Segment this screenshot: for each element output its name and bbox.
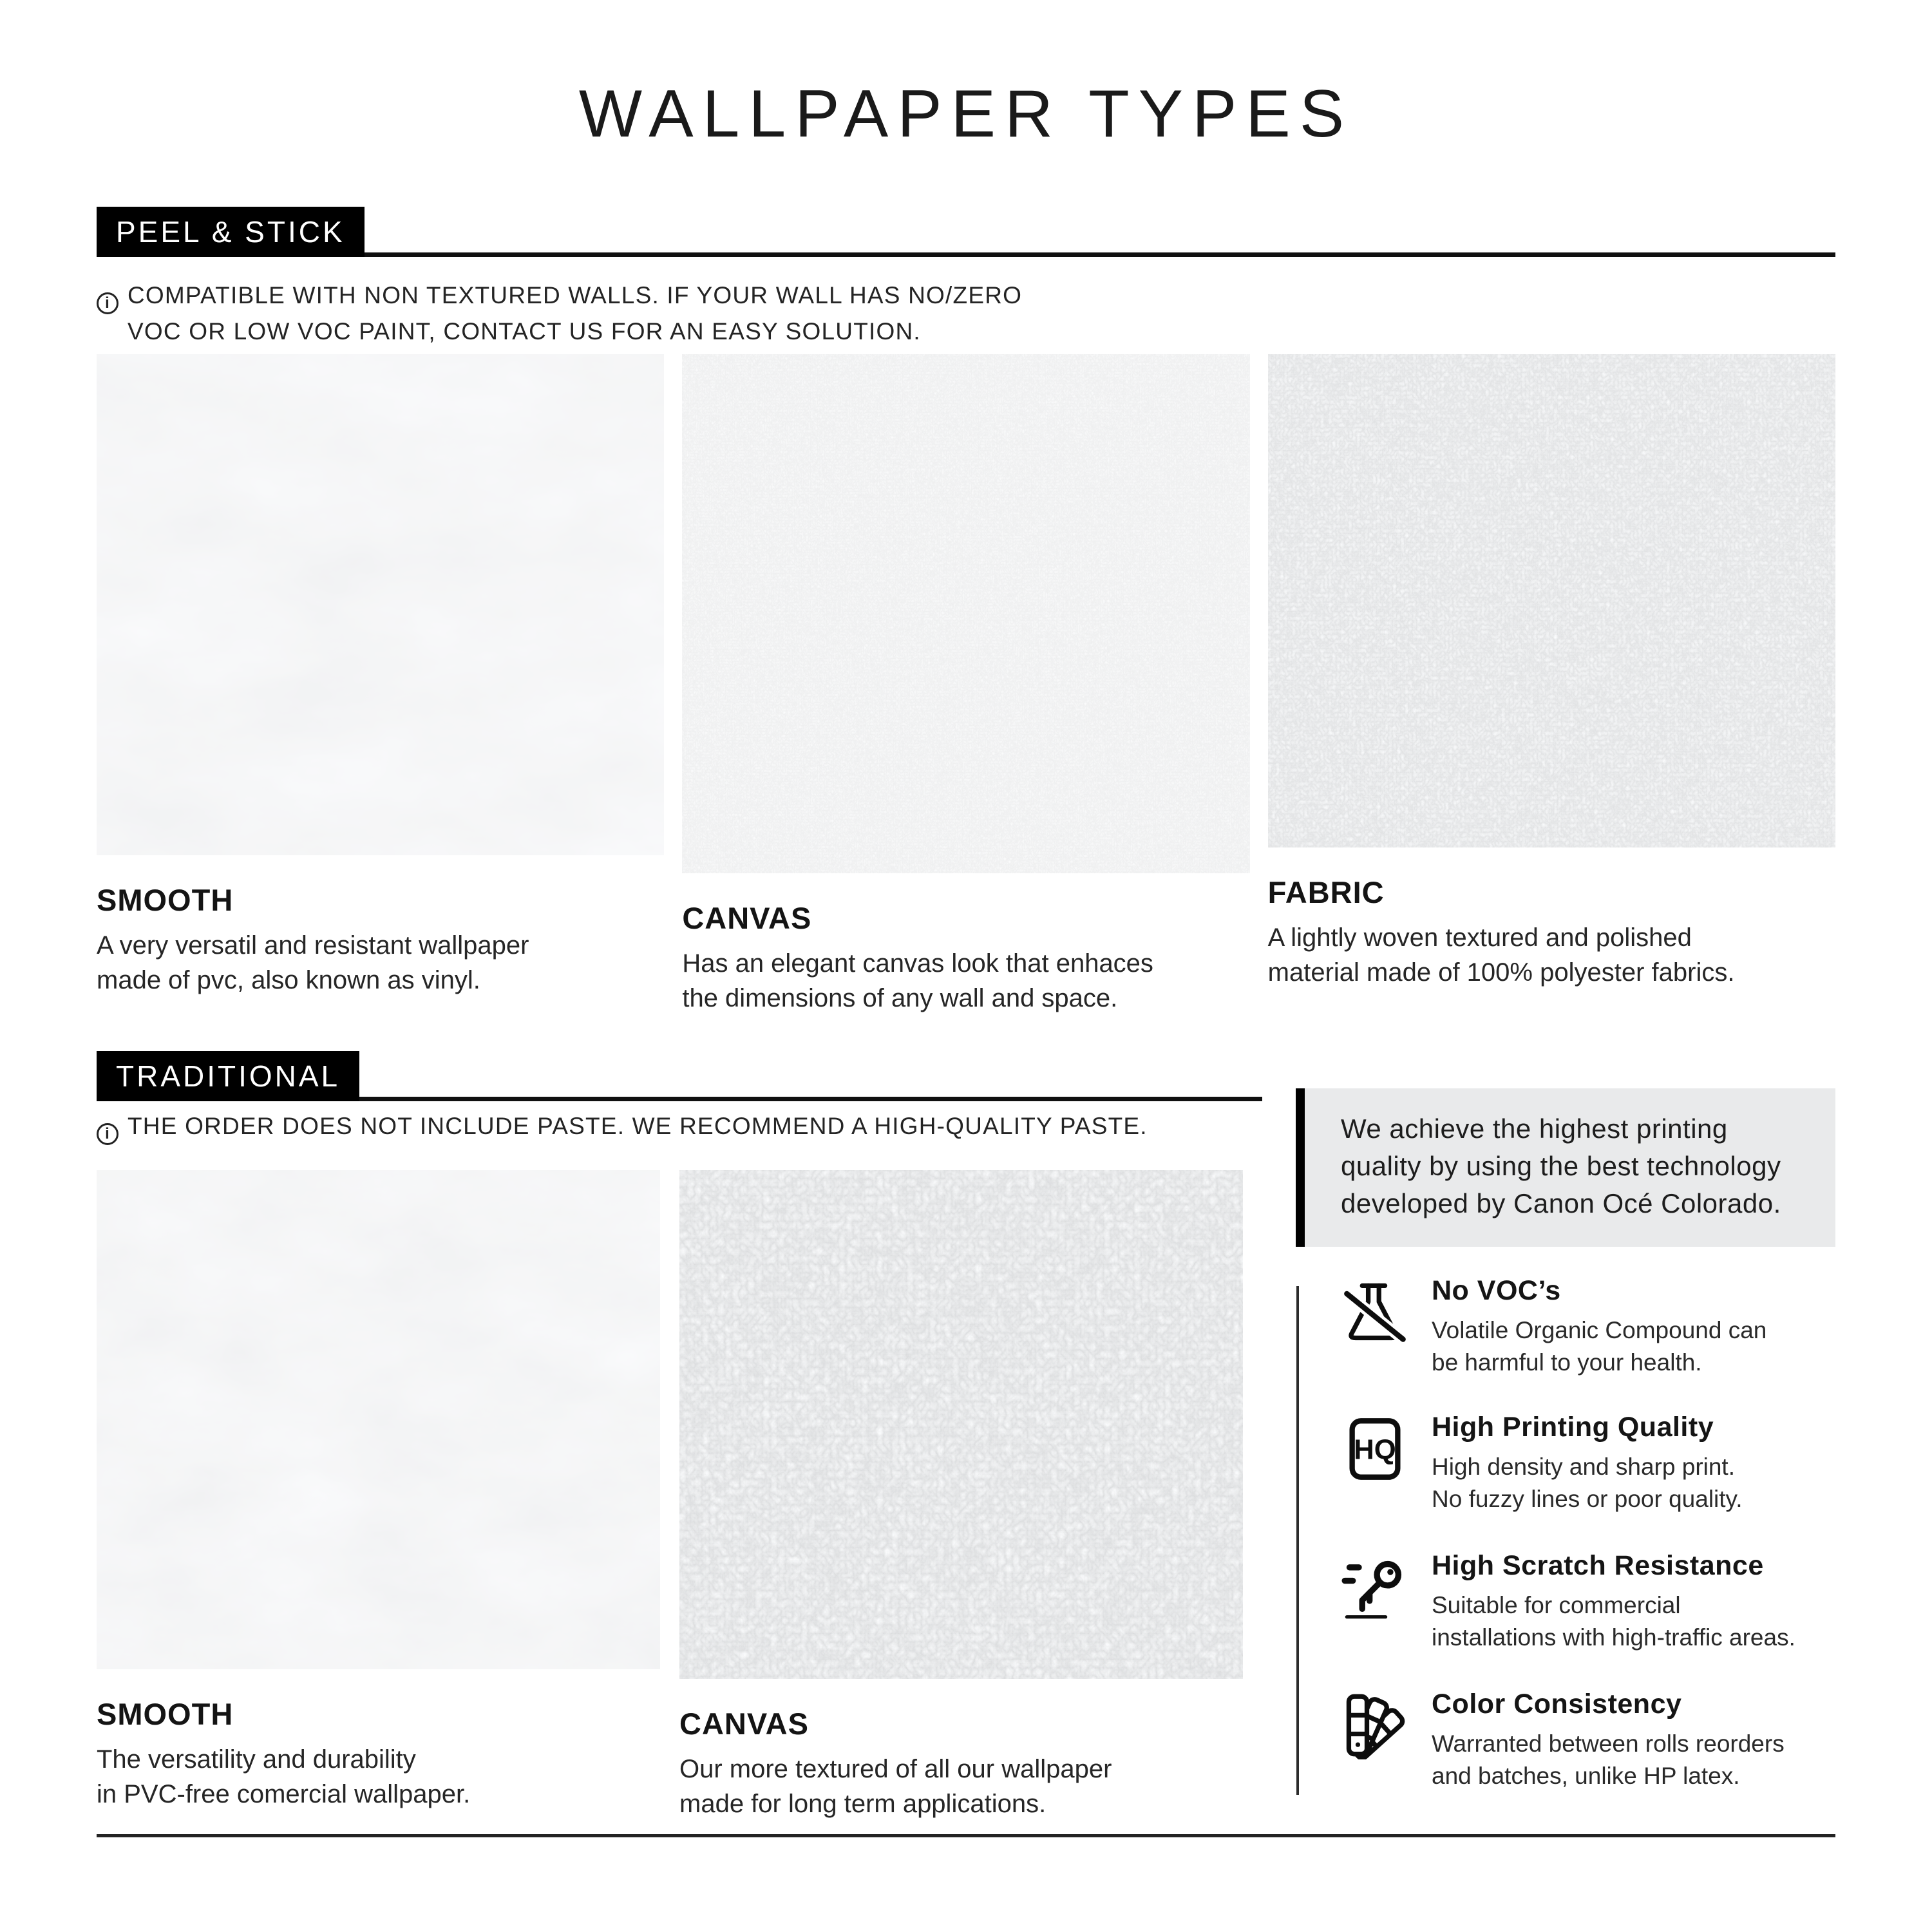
feature-high-scratch-resistance	[1341, 1550, 1857, 1654]
desc-line: be harmful to your health.	[1432, 1349, 1702, 1376]
quote-line: quality by using the best technology	[1341, 1151, 1781, 1181]
printing-quality-quote-box	[1296, 1088, 1835, 1247]
no-voc-flask-icon	[1341, 1279, 1408, 1346]
swatch-description	[97, 1742, 660, 1812]
desc-line: Warranted between rolls reorders	[1432, 1730, 1785, 1757]
swatch-label: CANVAS	[682, 901, 812, 935]
traditional-header-rule	[359, 1097, 1262, 1101]
hq-glyph: HQ	[1354, 1434, 1396, 1466]
rough-canvas-texture-image	[679, 1170, 1243, 1679]
swatch-card-ps-smooth	[97, 354, 664, 1016]
desc-line: Has an elegant canvas look that enhaces	[682, 949, 1153, 978]
ps-fabric-texture-swatch	[1268, 354, 1835, 848]
feature-text	[1432, 1275, 1766, 1379]
key-icon	[1341, 1554, 1408, 1621]
peel-stick-header-rule	[365, 252, 1835, 257]
swatch-card-ps-canvas	[682, 354, 1249, 1016]
swatch-description	[97, 928, 664, 998]
peel-stick-section-header	[97, 207, 1835, 257]
feature-description	[1432, 1451, 1743, 1515]
peel-stick-badge: PEEL & STICK	[97, 207, 365, 257]
page-title: WALLPAPER TYPES	[578, 77, 1354, 151]
swatch-card-ps-fabric	[1268, 354, 1835, 1016]
swatch-card-trad-canvas	[679, 1170, 1243, 1821]
feature-text	[1432, 1550, 1795, 1654]
ps-smooth-texture-swatch	[97, 354, 664, 855]
desc-line: made for long term applications.	[679, 1790, 1046, 1818]
traditional-swatches-row	[97, 1170, 1243, 1821]
feature-text	[1432, 1412, 1743, 1515]
info-icon	[97, 292, 118, 314]
feature-title: High Scratch Resistance	[1432, 1550, 1764, 1581]
swatch-description	[682, 946, 1249, 1016]
swatch-description	[1268, 920, 1835, 990]
feature-high-printing-quality	[1341, 1412, 1857, 1515]
info-icon	[97, 1123, 118, 1145]
swatch-description	[679, 1752, 1243, 1821]
trad-smooth-texture-swatch	[97, 1170, 660, 1669]
info-icon-glyph: i	[105, 294, 110, 312]
smooth-texture-image	[97, 354, 664, 855]
feature-description	[1432, 1589, 1795, 1654]
note-text-1: THE ORDER DOES NOT INCLUDE PASTE. WE RECOMMEND A HIGH-QUALITY PASTE.	[128, 1113, 1148, 1139]
swatch-label: SMOOTH	[97, 883, 234, 917]
desc-line: material made of 100% polyester fabrics.	[1267, 958, 1735, 987]
feature-color-consistency	[1341, 1689, 1857, 1792]
desc-line: No fuzzy lines or poor quality.	[1432, 1486, 1743, 1512]
swatch-card-trad-smooth	[97, 1170, 660, 1821]
smooth-texture-image	[97, 1170, 660, 1669]
traditional-section-header	[97, 1051, 1262, 1101]
note-line-1	[97, 278, 1022, 314]
desc-line: installations with high-traffic areas.	[1432, 1624, 1795, 1651]
feature-description	[1432, 1314, 1766, 1379]
traditional-badge: TRADITIONAL	[97, 1051, 359, 1101]
swatch-label: CANVAS	[679, 1707, 809, 1741]
ps-canvas-texture-swatch	[682, 354, 1249, 873]
desc-line: A very versatil and resistant wallpaper	[97, 931, 529, 960]
feature-title: High Printing Quality	[1432, 1412, 1714, 1443]
hq-badge-icon	[1341, 1416, 1408, 1482]
desc-line: Suitable for commercial	[1432, 1592, 1681, 1618]
sidebar-divider-line	[1296, 1286, 1299, 1795]
desc-line: The versatility and durability	[97, 1745, 416, 1774]
desc-line: and batches, unlike HP latex.	[1432, 1763, 1740, 1789]
swatch-label: SMOOTH	[97, 1697, 234, 1731]
quote-line: We achieve the highest printing	[1341, 1113, 1728, 1144]
desc-line: the dimensions of any wall and space.	[682, 984, 1118, 1012]
canvas-texture-image	[682, 354, 1249, 873]
feature-no-voc	[1341, 1275, 1857, 1379]
peel-stick-note	[97, 278, 1022, 348]
color-swatches-icon	[1341, 1692, 1408, 1759]
desc-line: High density and sharp print.	[1432, 1454, 1735, 1480]
desc-line: Our more textured of all our wallpaper	[679, 1755, 1112, 1783]
swatch-label: FABRIC	[1267, 875, 1385, 909]
note-text-1: COMPATIBLE WITH NON TEXTURED WALLS. IF YOUR WALL HAS NO/ZERO	[128, 282, 1023, 308]
desc-line: in PVC-free comercial wallpaper.	[97, 1780, 471, 1808]
feature-title: Color Consistency	[1432, 1689, 1682, 1719]
fabric-texture-image	[1268, 354, 1835, 848]
quote-line: developed by Canon Océ Colorado.	[1341, 1188, 1781, 1218]
note-line-1	[97, 1109, 1148, 1145]
info-icon-glyph: i	[105, 1125, 110, 1142]
feature-description	[1432, 1728, 1785, 1792]
desc-line: made of pvc, also known as vinyl.	[97, 966, 480, 994]
traditional-note	[97, 1109, 1148, 1145]
peel-stick-swatches-row	[97, 354, 1835, 1016]
note-text-2: VOC OR LOW VOC PAINT, CONTACT US FOR AN EASY SOLUTION.	[128, 317, 921, 345]
bottom-divider-rule	[97, 1834, 1835, 1837]
feature-title: No VOC’s	[1432, 1275, 1561, 1306]
feature-text	[1432, 1689, 1785, 1792]
desc-line: Volatile Organic Compound can	[1432, 1317, 1767, 1343]
trad-canvas-texture-swatch	[679, 1170, 1243, 1679]
desc-line: A lightly woven textured and polished	[1267, 923, 1692, 952]
